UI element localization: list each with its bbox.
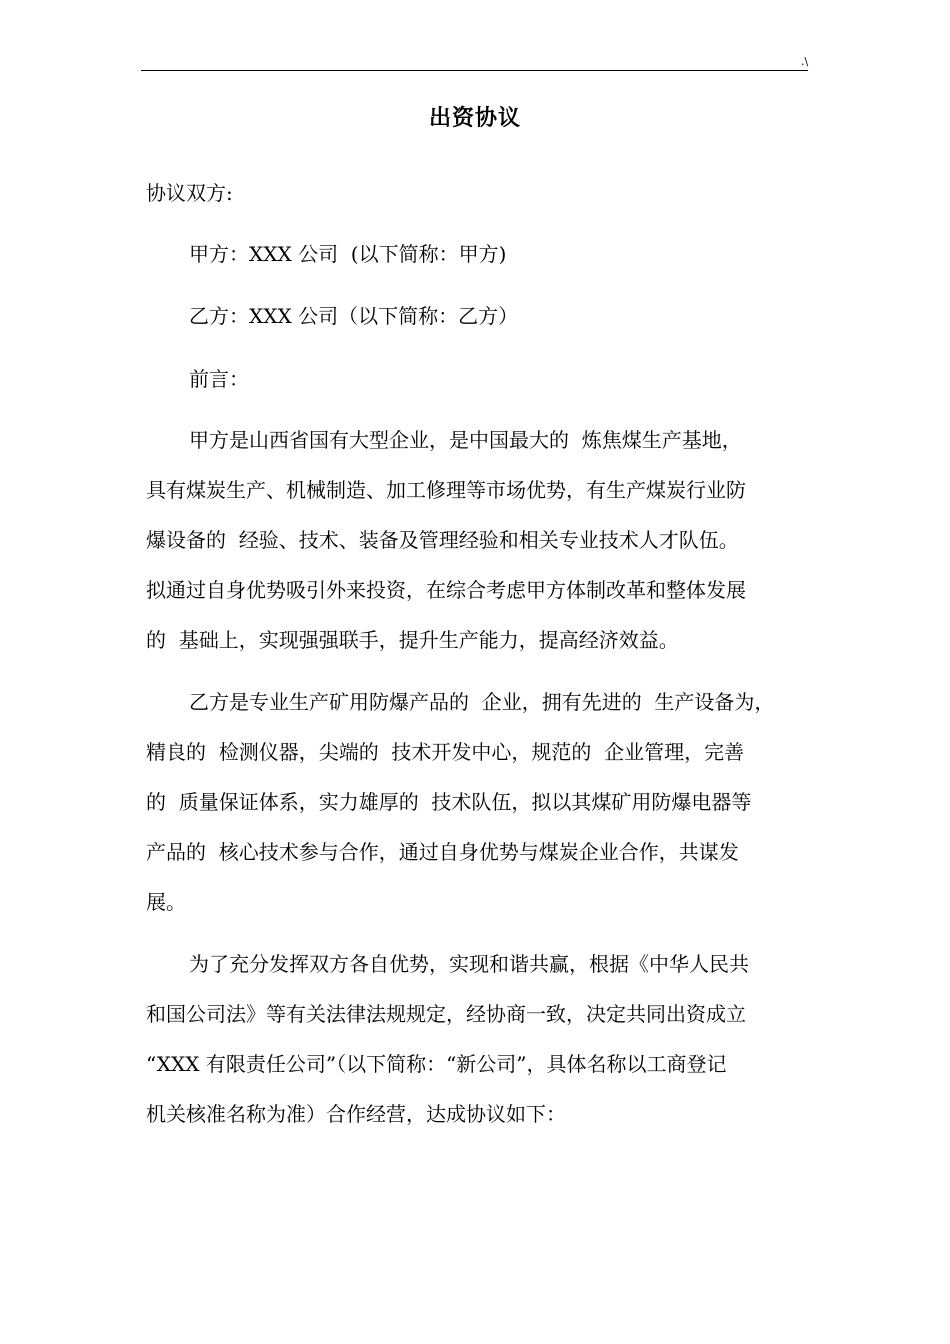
paragraph-line: 的 基础上，实现强强联手，提升生产能力，提高经济效益。 [146, 628, 679, 652]
parties-heading: 协议双方: [146, 181, 233, 205]
paragraph-line: 和国公司法》等有关法律法规规定，经协商一致，决定共同出资成立 [146, 1002, 746, 1026]
paragraph-line: 机关核准名称为准）合作经营，达成协议如下： [146, 1102, 566, 1126]
paragraph-line: 展。 [146, 890, 186, 914]
paragraph-line: 产品的 核心技术参与合作，通过自身优势与煤炭企业合作，共谋发 [146, 840, 739, 864]
paragraph-line: 具有煤炭生产、机械制造、加工修理等市场优势，有生产煤炭行业防 [146, 478, 746, 502]
header-mark: .\ [801, 55, 809, 68]
paragraph-line: 拟通过自身优势吸引外来投资，在综合考虑甲方体制改革和整体发展 [146, 578, 746, 602]
paragraph-line: 精良的 检测仪器，尖端的 技术开发中心，规范的 企业管理，完善 [146, 740, 745, 764]
paragraph-line: “XXX 有限责任公司”（以下简称：“新公司”，具体名称以工商登记 [146, 1052, 727, 1076]
paragraph-line: 为了充分发挥双方各自优势，实现和谐共赢，根据《中华人民共 [189, 952, 749, 976]
party-b: 乙方：XXX 公司（以下简称：乙方） [189, 304, 519, 328]
header-rule [141, 70, 808, 71]
paragraph-line: 乙方是专业生产矿用防爆产品的 企业，拥有先进的 生产设备为， [189, 690, 775, 714]
paragraph-line: 的 质量保证体系，实力雄厚的 技术队伍，拟以其煤矿用防爆电器等 [146, 790, 752, 814]
paragraph-line: 爆设备的 经验、技术、装备及管理经验和相关专业技术人才队伍。 [146, 528, 739, 552]
paragraph-line: 甲方是山西省国有大型企业，是中国最大的 炼焦煤生产基地， [189, 428, 742, 452]
preface-heading: 前言： [189, 367, 249, 391]
document-title: 出资协议 [428, 105, 521, 131]
party-a: 甲方：XXX 公司 (以下简称：甲方) [189, 242, 507, 266]
